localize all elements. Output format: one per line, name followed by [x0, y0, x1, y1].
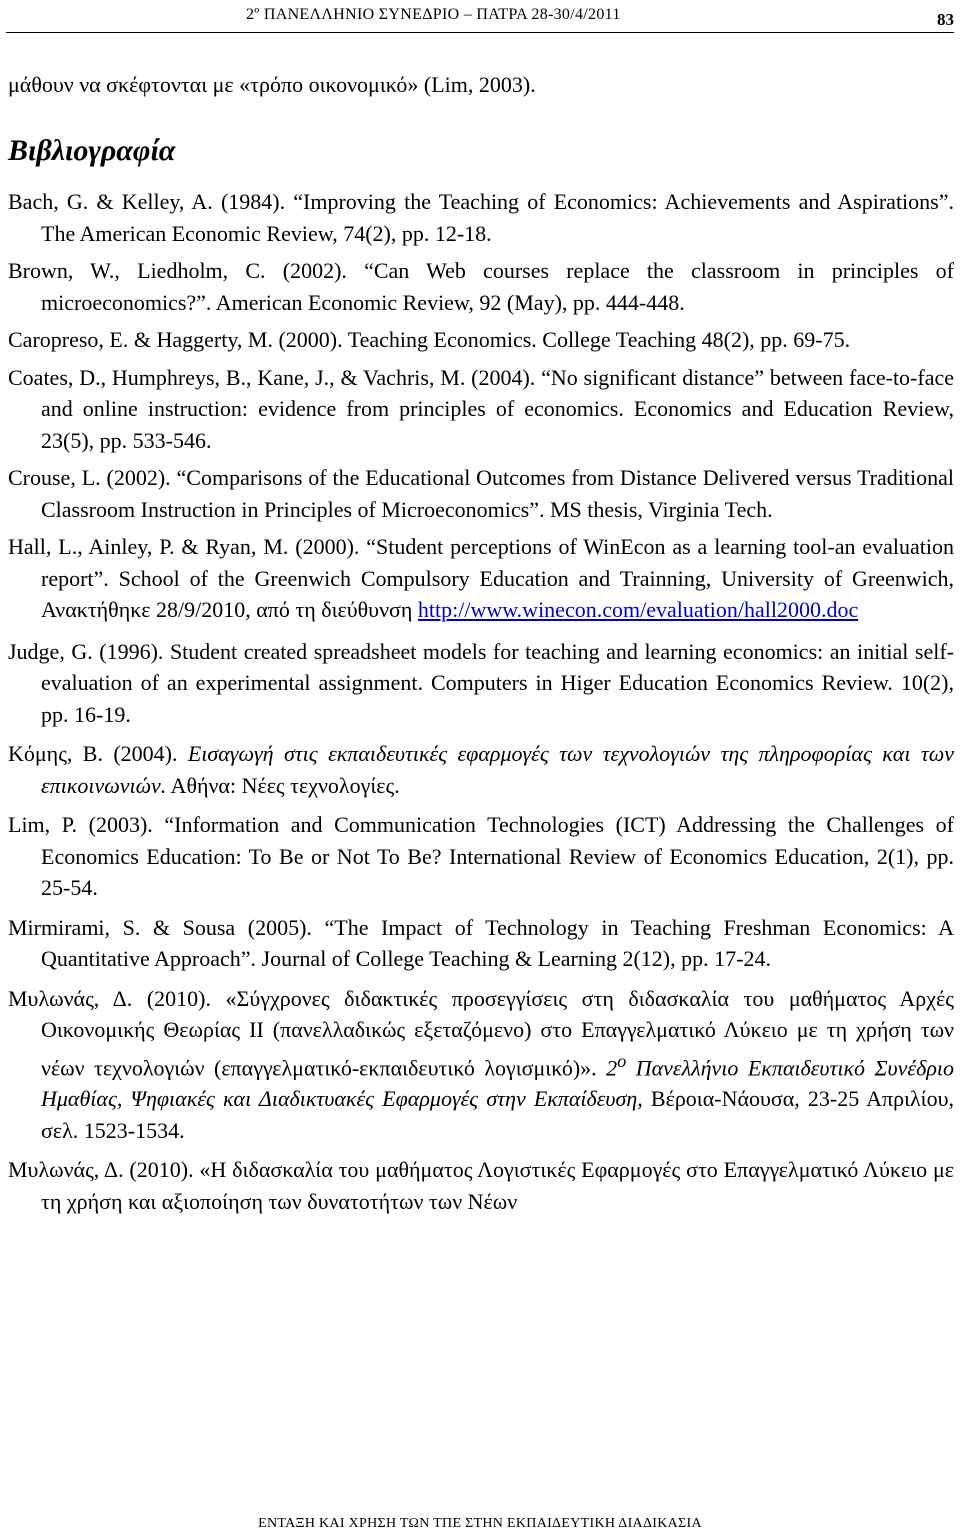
page-header [6, 2, 954, 33]
reference-italic-text: Πανελλήνιο Εκπαιδευτικό Συνέδριο Ημαθίας, Ψηφιακές και Διαδικτυακές Εφαρμογές στην Εκπαίδευση, [41, 1054, 954, 1112]
reference-entry [8, 983, 954, 1147]
reference-text: Mirmirami, S. & Sousa (2005). “The Impact of Technology in Teaching Freshman Economics: A Quantitative Approach”. Journal of College Teaching & Learning 2(12), pp. 17-24. [8, 914, 954, 971]
reference-text: Caropreso, E. & Haggerty, M. (2000). Teaching Economics. College Teaching 48(2), pp. 69-75. [8, 327, 851, 352]
reference-entry [8, 1154, 954, 1217]
reference-text: Crouse, L. (2002). “Comparisons of the Educational Outcomes from Distance Delivered versus Traditional Classroom Instruction in Principles of Microeconomics”. MS thesis, Virginia Tech. [8, 465, 954, 522]
section-heading: Βιβλιογραφία [8, 134, 176, 167]
reference-text: Coates, D., Humphreys, B., Kane, J., & Vachris, M. (2004). “No significant distance” between face-to-face and online instruction: evidence from principles of economics. Economics and Education Review, 23(5), pp. 533-546. [8, 364, 954, 453]
reference-superscript: ο [617, 1050, 627, 1071]
reference-italic-text: Εισαγωγή στις εκπαιδευτικές εφαρμογές των τεχνολογιών της πληροφορίας και των επικοινωνιών. [41, 741, 954, 798]
reference-entry [8, 186, 954, 249]
reference-entry [8, 324, 954, 356]
reference-entry [8, 912, 954, 975]
reference-text: Μυλωνάς, Δ. (2010). «Σύγχρονες διδακτικές προσεγγίσεις στη διδασκαλία του μαθήματος Αρχές Οικονομικής Θεωρίας ΙΙ (πανελλαδικώς εξεταζόμενο) στο Επαγγελματικό Λύκειο με τη χρήση των νέων τεχνολογιών (επαγγελματικό-εκπαιδευτικό λογισμικό)». [8, 985, 954, 1080]
reference-text: Αθήνα: Νέες τεχνολογίες. [166, 772, 400, 798]
reference-text: Βέροια-Νάουσα, 23-25 Απριλίου, σελ. 1523-1534. [41, 1086, 954, 1143]
reference-text: Bach, G. & Kelley, A. (1984). “Improving the Teaching of Economics: Achievements and Aspirations”. The American Economic Review, 74(2), pp. 12-18. [8, 189, 954, 246]
reference-entry [8, 362, 954, 457]
reference-entry [8, 738, 954, 801]
reference-entry [8, 255, 954, 318]
intro-paragraph: μάθουν να σκέφτονται με «τρόπο οικονομικό» (Lim, 2003). [8, 72, 536, 97]
reference-text: Μυλωνάς, Δ. (2010). «Η διδασκαλία του μαθήματος Λογιστικές Εφαρμογές στο Επαγγελματικό Λύκειο με τη χρήση και αξιοποίηση των δυνατοτήτων των Νέων [8, 1157, 954, 1214]
reference-text: Κόμης, Β. (2004). [8, 741, 188, 766]
reference-entry [8, 809, 954, 904]
reference-text: Brown, W., Liedholm, C. (2002). “Can Web courses replace the classroom in principles of microeconomics?”. American Economic Review, 92 (May), pp. 444-448. [8, 258, 954, 315]
reference-link[interactable]: http://www.winecon.com/evaluation/hall2000.doc [417, 597, 859, 622]
reference-italic-text: 2 [606, 1054, 618, 1080]
reference-entry [8, 636, 954, 731]
header-title: 2º ΠΑΝΕΛΛΗΝΙΟ ΣΥΝΕΔΡΙΟ – ΠΑΤΡΑ 28-30/4/2011 [246, 6, 621, 23]
reference-text: Hall, L., Ainley, P. & Ryan, M. (2000). “Student perceptions of WinEcon as a learning tool-an evaluation report”. School of the Greenwich Compulsory Education and Trainning, University of Greenwich, Ανακτήθηκε 28/9/2010, από τη διεύθυνση [8, 534, 954, 622]
reference-entry [8, 462, 954, 525]
reference-text: Judge, G. (1996). Student created spreadsheet models for teaching and learning economics: an initial self-evaluation of an experimental assignment. Computers in Higer Education Economics Review. 10(2), pp. 16-19. [8, 638, 954, 727]
page-footer: ΕΝΤΑΞΗ ΚΑΙ ΧΡΗΣΗ ΤΩΝ ΤΠΕ ΣΤΗΝ ΕΚΠΑΙΔΕΥΤΙΚΗ ΔΙΑΔΙΚΑΣΙΑ [258, 1516, 702, 1531]
reference-list [8, 186, 954, 1217]
reference-entry [8, 531, 954, 626]
reference-text: Lim, P. (2003). “Information and Communication Technologies (ICT) Addressing the Challenges of Economics Education: To Be or Not To Be? International Review of Economics Education, 2(1), pp. 25-54. [8, 812, 954, 900]
page-number: 83 [937, 10, 954, 29]
